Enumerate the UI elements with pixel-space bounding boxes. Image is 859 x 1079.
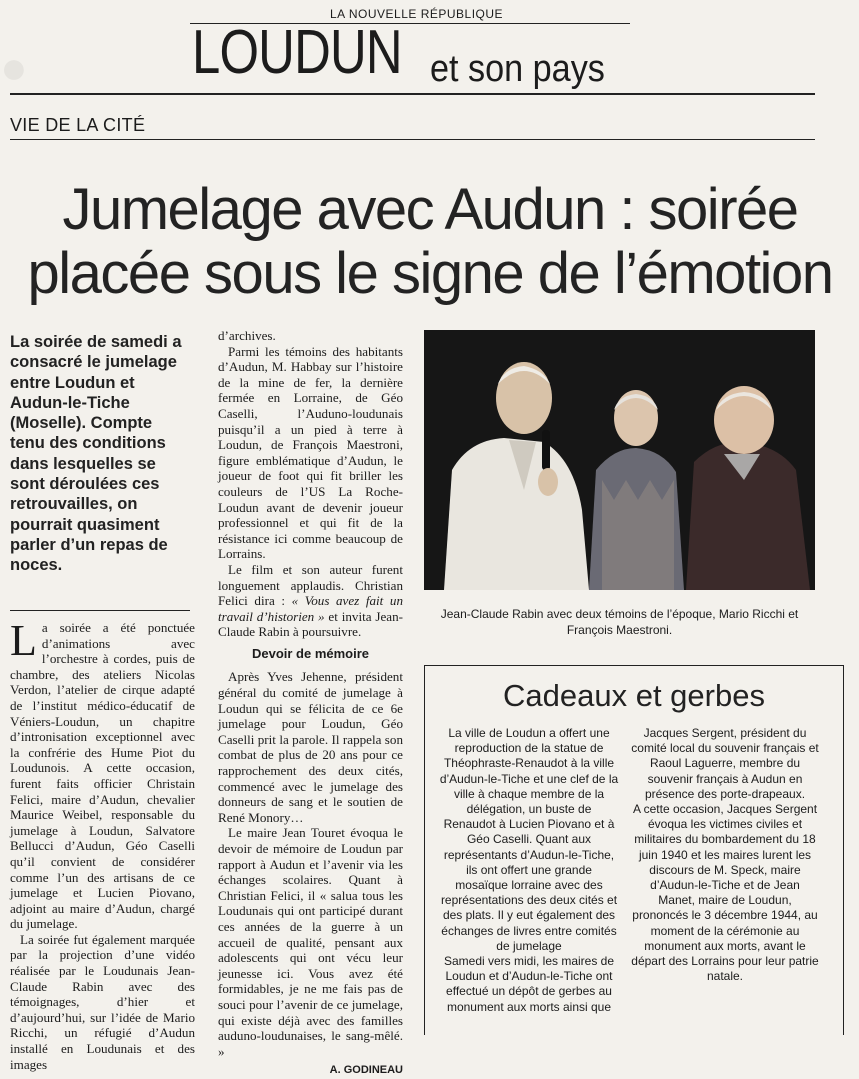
bleed-through-decoration: ● — [0, 41, 28, 93]
quote: « Vous avez fait un travail d’historien » — [218, 593, 403, 624]
column-1-text-1: a soirée a été ponctuée d’animations avec l’orchestre à cordes, puis de chambre, des ateliers Nicolas Verdon, l’atelier de cirque adapté de l’institut médico-éducatif de Véniers-Loudun, un chapitre d’intronisation exceptionnel avec la confrérie des Hume Piot du Loudunois. A cette occasion, furent faits officier Christain Felici, maire d’Audun, chevalier Maurice Weibel, responsable du jumelage à Loudun, Salvatore Bellucci d’Audun, Géo Caselli qu’il convient de considérer comme l’un des artisans de ce jumelage et Lucien Piovano, adjoint au maire d’Audun, chargé du jumelage. — [10, 620, 195, 932]
article-column-1 — [10, 616, 195, 1072]
column-2-paragraph-1: Parmi les témoins des habitants d’Audun, M. Habbay sur l’histoire de la mine de fer, la dernière fermée en Lorraine, de Géo Caselli, l’Auduno-loudunais puisqu’il a un pied à terre à Loudun, de François Maestroni, figure emblématique d’Audun, le joueur de foot qui fit briller les couleurs de l’US La Roche-Loudun avant de devenir joueur professionnel et qui fit de la résistance ici comme beaucoup de Lorrains. — [218, 343, 403, 562]
masthead-title: LOUDUN — [192, 18, 402, 87]
newspaper-name: LA NOUVELLE RÉPUBLIQUE — [330, 7, 504, 21]
box-column-right — [631, 726, 819, 984]
column-1-paragraph-2: La soirée fut également marquée par la projection d’une vidéo réalisée par le Loudunais Jean-Claude Rabin avec des témoignages, d’hier et d’aujourd’hui, sur l’idée de Mario Ricchi, un réfugié d’Audun installé en Loudunais et des images — [10, 931, 195, 1072]
masthead-subtitle: et son pays — [430, 48, 605, 90]
masthead-rule — [10, 93, 815, 95]
section-rule — [10, 139, 815, 140]
chapeau: La soirée de samedi a consacré le jumelage entre Loudun et Audun-le-Tiche (Moselle). Compte tenu des conditions dans lesquelles se sont déroulées ces retrouvailles, on pourrait quasiment parler d’un repas de noces. — [10, 333, 182, 575]
sidebar-box — [424, 665, 844, 1035]
photo-caption: Jean-Claude Rabin avec deux témoins de l’époque, Mario Ricchi et François Maestroni. — [440, 607, 799, 637]
article-column-2 — [218, 328, 403, 1079]
box-column-left — [439, 726, 619, 1015]
box-title: Cadeaux et gerbes — [503, 678, 765, 713]
column-1-paragraph-1 — [10, 616, 195, 932]
column-2-text-2b: et invita Jean-Claude Rabin à poursuivre. — [218, 608, 403, 640]
column-2-paragraph-2 — [218, 562, 403, 640]
box-right-paragraph-2: A cette occasion, Jacques Sergent évoqua les victimes civiles et militaires du bombardement du 18 juin 1940 et les maires lurent les discours de M. Speck, maire d’Audun-le-Tiche et de Jean Manet, maire de Loudun, prononcés le 3 décembre 1944, au moment de la cérémonie au monument aux morts, avant le départ des Lorrains pour leur patrie natale. — [631, 802, 819, 984]
column-2-text-2a: Le film et son auteur furent longuement applaudis. Christian Felici dira : — [218, 561, 403, 609]
column-2-paragraph-3: Après Yves Jehenne, président général du comité de jumelage à Loudun qui se félicita de ce 6e jumelage pour Loudun, Géo Caselli prit la parole. Il rappela son combat de plus de 20 ans pour ce rapprochement des deux cités, commencé avec le jumelage des donneurs de sang et le soutien de René Monory… — [218, 669, 403, 825]
article-photo — [424, 330, 815, 590]
box-left-paragraph-1: La ville de Loudun a offert une reproduction de la statue de Théophraste-Renaudot à la ville d’Audun-le-Tiche et une clef de la ville à chaque membre de la délégation, un buste de Renaudot à Lucien Piovano et à Géo Caselli. Quant aux représentants d’Audun-le-Tiche, ils ont offert une grande mosaïque lorraine avec des représentations des deux cités et des plats. Il y eut également des échanges de livres entre comités de jumelage — [439, 726, 619, 953]
photo-illustration — [424, 330, 815, 590]
masthead — [192, 18, 605, 90]
section-label: VIE DE LA CITÉ — [10, 115, 146, 135]
dropcap: L — [10, 616, 37, 665]
headline: Jumelage avec Audun : soirée placée sous le signe de l’émotion — [27, 177, 833, 306]
box-right-paragraph-1: Jacques Sergent, président du comité local du souvenir français et Raoul Laguerre, membre du souvenir français à Audun en présence des porte-drapeaux. — [631, 726, 819, 801]
chapeau-rule — [10, 610, 190, 611]
byline: A. GODINEAU — [329, 1064, 403, 1077]
box-left-paragraph-2: Samedi vers midi, les maires de Loudun et d’Audun-le-Tiche ont effectué un dépôt de gerbes au monument aux morts ainsi que — [443, 954, 615, 1014]
subhead: Devoir de mémoire — [251, 645, 370, 661]
column-2-paragraph-0: d’archives. — [218, 328, 276, 343]
column-2-paragraph-4: Le maire Jean Touret évoqua le devoir de mémoire de Loudun par rapport à Audun et l’avenir via les échanges scolaires. Quant à Christian Felici, il « salua tous les Loudunais qui ont participé durant ces années de la guerre à un accueil de qualité, pensant aux adolescents qui ont vécu leur jeunesse ici. Vous avez été formidables, je ne me fais pas de souci pour l’avenir de ce jumelage, qui existe déjà avec des familles auduno-loudunaises, le sang-mêlé. » — [218, 825, 403, 1059]
